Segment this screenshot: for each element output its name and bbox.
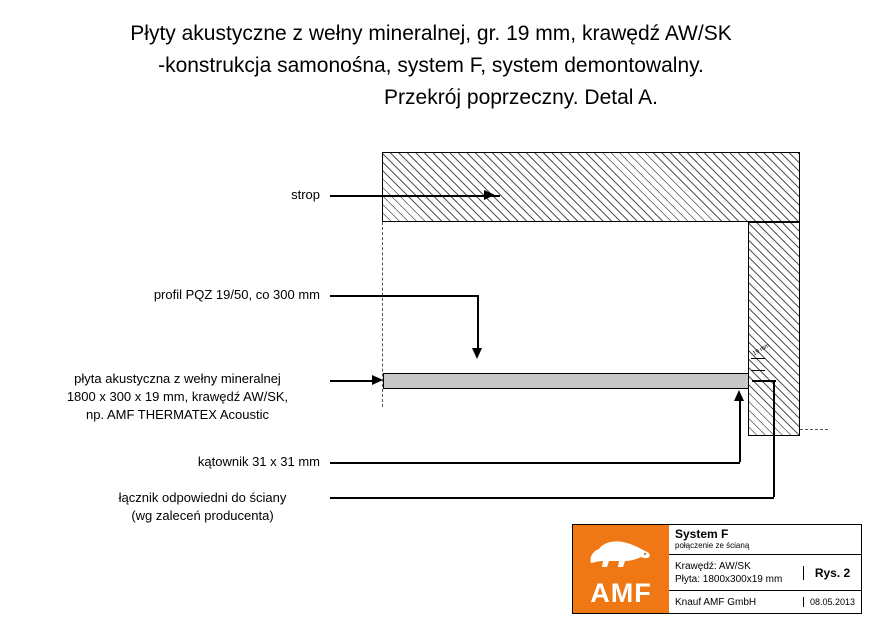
leader-angle-vertical — [739, 398, 741, 462]
label-connector-line-1: łącznik odpowiedni do ściany — [118, 490, 287, 505]
dimension-tick-upper — [751, 358, 765, 359]
label-panel-line-3: np. AMF THERMATEX Acoustic — [85, 407, 269, 422]
title-line-3: Przekrój poprzeczny. Detal A. — [384, 86, 658, 109]
acoustic-panel — [383, 373, 749, 389]
leader-connector-tip — [752, 380, 776, 382]
titleblock-system: System F — [675, 527, 729, 541]
titleblock-drawing-no: Rys. 2 — [803, 566, 861, 580]
label-slab: strop — [291, 187, 320, 202]
label-profile: profil PQZ 19/50, co 300 mm — [153, 287, 320, 302]
title-line-2: -konstrukcja samonośna, system F, system demontowalny. — [158, 54, 704, 77]
label-angle: kątownik 31 x 31 mm — [197, 454, 320, 469]
label-panel-line-2: 1800 x 300 x 19 mm, krawędź AW/SK, — [66, 389, 289, 404]
titleblock-spec — [669, 560, 803, 586]
ceiling-slab-hatch — [382, 152, 800, 222]
titleblock-spec-row — [669, 555, 861, 591]
leader-profile-arrow-icon — [472, 348, 482, 359]
titleblock — [572, 524, 862, 614]
leader-panel — [330, 380, 378, 382]
label-connector — [80, 489, 325, 525]
page-title — [0, 18, 862, 114]
polar-bear-icon — [587, 537, 653, 569]
label-panel-line-1: płyta akustyczna z wełny mineralnej — [74, 371, 281, 386]
titleblock-plate: Płyta: 1800x300x19 mm — [675, 573, 783, 585]
leader-profile-vertical — [477, 295, 479, 351]
titleblock-date: 08.05.2013 — [803, 597, 861, 607]
leader-panel-arrow-icon — [372, 375, 383, 385]
leader-profile-horizontal — [330, 295, 478, 297]
label-connector-line-2: (wg zaleceń producenta) — [131, 508, 274, 523]
titleblock-edge: Krawędź: AW/SK — [675, 560, 751, 572]
amf-logo-text: AMF — [590, 578, 652, 608]
dimension-note: 19 mm — [752, 342, 771, 358]
titleblock-footer-row — [669, 591, 861, 613]
leader-angle-horizontal — [330, 462, 740, 464]
titleblock-system-sub: połączenie ze ścianą — [675, 541, 750, 550]
leader-slab — [330, 195, 500, 197]
titleblock-system-row — [669, 525, 861, 555]
leader-connector-horizontal — [330, 497, 774, 499]
leader-slab-arrow-icon — [484, 190, 495, 200]
leader-connector-vertical — [773, 380, 775, 497]
label-panel — [30, 370, 325, 424]
titleblock-company: Knauf AMF GmbH — [675, 596, 757, 608]
amf-logo — [573, 525, 669, 613]
titleblock-fields — [669, 525, 861, 613]
dimension-tick-lower — [751, 370, 765, 371]
dash-dot-reference-line — [800, 429, 828, 430]
title-line-1: Płyty akustyczne z wełny mineralnej, gr. 19 mm, krawędź AW/SK — [130, 22, 732, 45]
leader-angle-arrow-icon — [734, 390, 744, 401]
